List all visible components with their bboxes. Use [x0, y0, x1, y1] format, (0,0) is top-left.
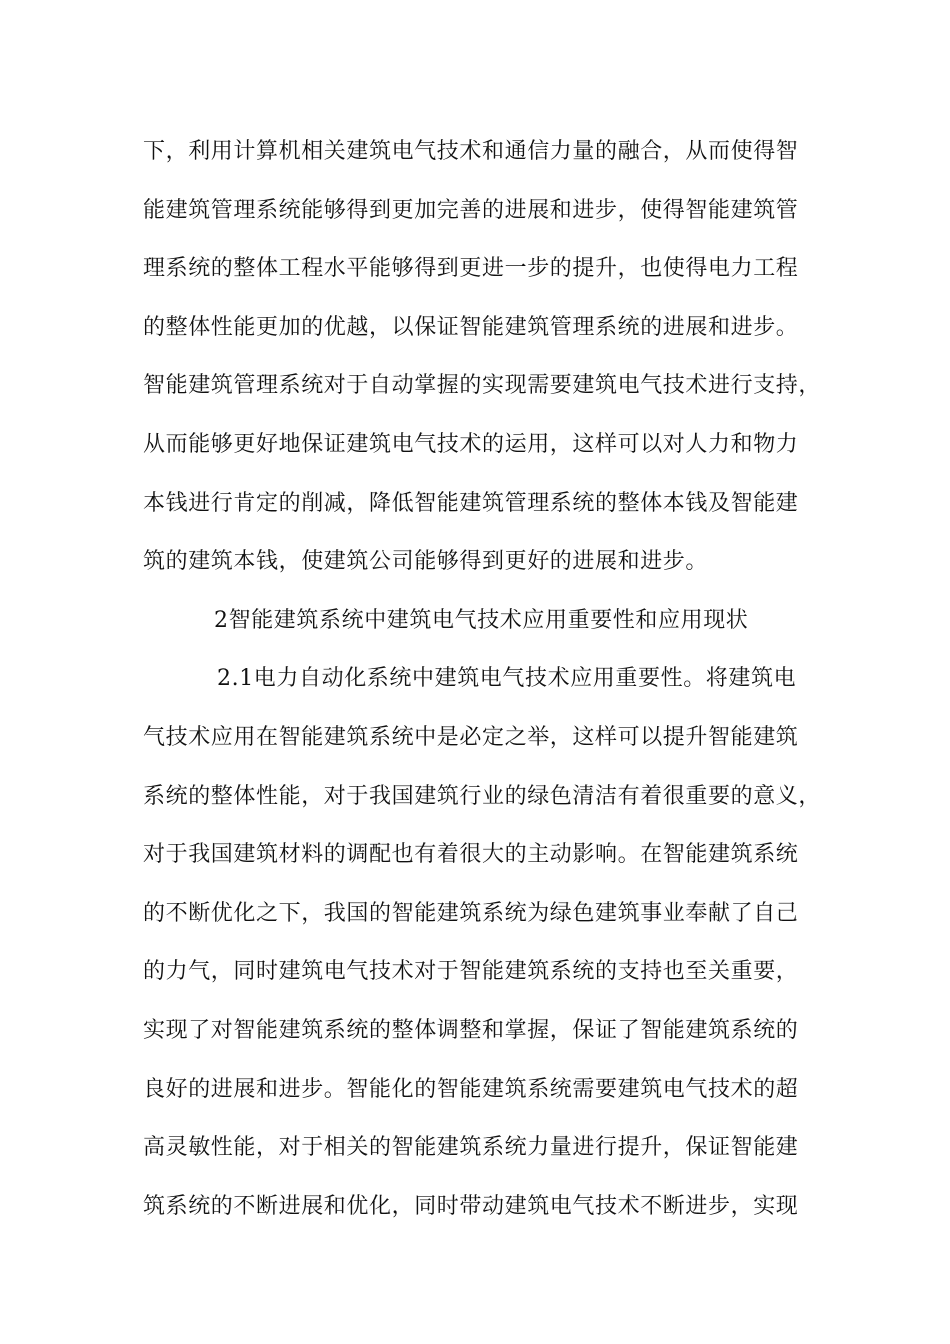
- text-line: 智能建筑管理系统对于自动掌握的实现需要建筑电气技术进行支持，: [143, 373, 822, 398]
- text-line: 高灵敏性能，对于相关的智能建筑系统力量进行提升，保证智能建: [143, 1135, 799, 1160]
- text-line: 筑系统的不断进展和优化，同时带动建筑电气技术不断进步，实现: [143, 1194, 799, 1219]
- text-line: 下，利用计算机相关建筑电气技术和通信力量的融合，从而使得智: [143, 139, 799, 164]
- text-line: 的不断优化之下，我国的智能建筑系统为绿色建筑事业奉献了自己: [143, 901, 799, 926]
- text-line: 良好的进展和进步。智能化的智能建筑系统需要建筑电气技术的超: [143, 1077, 799, 1102]
- text-line: 系统的整体性能，对于我国建筑行业的绿色清洁有着很重要的意义，: [143, 784, 822, 809]
- subsection-start-line: 2.1电力自动化系统中建筑电气技术应用重要性。将建筑电: [217, 666, 797, 691]
- text-line: 筑的建筑本钱，使建筑公司能够得到更好的进展和进步。: [143, 549, 709, 574]
- text-line: 的力气，同时建筑电气技术对于智能建筑系统的支持也至关重要，: [143, 959, 799, 984]
- text-line: 气技术应用在智能建筑系统中是必定之举，这样可以提升智能建筑: [143, 725, 799, 750]
- text-line: 能建筑管理系统能够得到更加完善的进展和进步，使得智能建筑管: [143, 198, 799, 223]
- text-line: 理系统的整体工程水平能够得到更进一步的提升，也使得电力工程: [143, 256, 799, 281]
- text-line: 本钱进行肯定的削减，降低智能建筑管理系统的整体本钱及智能建: [143, 491, 799, 516]
- text-line: 对于我国建筑材料的调配也有着很大的主动影响。在智能建筑系统: [143, 842, 799, 867]
- text-line: 实现了对智能建筑系统的整体调整和掌握，保证了智能建筑系统的: [143, 1018, 799, 1043]
- section-heading: 2智能建筑系统中建筑电气技术应用重要性和应用现状: [214, 608, 749, 633]
- text-line: 的整体性能更加的优越，以保证智能建筑管理系统的进展和进步。: [143, 315, 799, 340]
- text-line: 从而能够更好地保证建筑电气技术的运用，这样可以对人力和物力: [143, 432, 799, 457]
